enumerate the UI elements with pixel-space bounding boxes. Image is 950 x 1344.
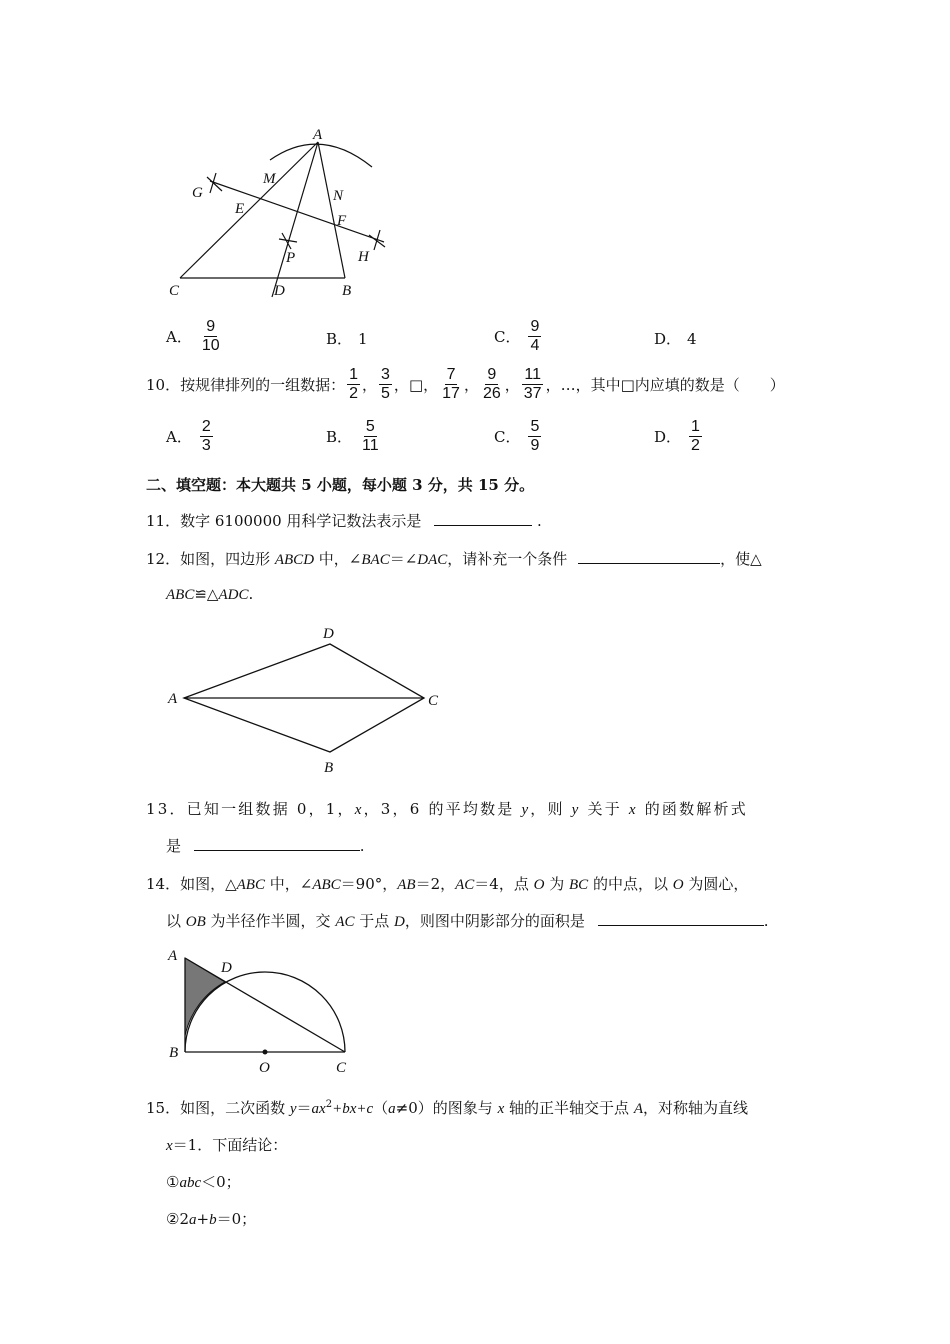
fraction: $\frac{2}{3}$ [201,418,211,454]
fig9-label-M: M [263,171,276,187]
conclusion-2: ②2a+b＝0； [166,1210,257,1228]
fig14-label-C: C [336,1060,347,1076]
q9-option-a: A． $\frac{9}{10}$ [166,318,220,354]
question-13-line2: 是 . [166,837,365,855]
center-point-o [263,1050,268,1055]
fraction: $\frac{9}{10}$ [201,318,220,354]
fraction: $\frac{5}{9}$ [530,418,540,454]
answer-blank[interactable] [194,836,360,851]
q9-option-d: D． 4 [654,329,697,348]
fraction: $\frac{1}{2}$ [691,418,700,454]
fig9-label-N: N [333,188,344,204]
fig9-label-B: B [342,283,352,299]
fraction: $\frac{11}{37}$ [523,366,542,402]
conclusion-1: ①abc＜0； [166,1173,241,1191]
q9-option-b: B． 1 [326,329,368,348]
question-13-line1: 13．已知一组数据 0，1，x，3，6 的平均数是 y，则 y 关于 x 的函数解析式 [146,800,748,818]
q10-option-b: B． $\frac{5}{11}$ [326,418,379,454]
fig12-label-A: A [168,691,178,707]
answer-blank[interactable] [434,511,532,526]
fraction: $\frac{3}{5}$ [381,366,390,402]
fraction: $\frac{9}{26}$ [482,366,501,402]
q9-option-c: C． $\frac{9}{4}$ [494,318,540,354]
blank-box: □ [408,375,424,394]
question-12-line1: 12．如图，四边形 ABCD 中，∠BAC＝∠DAC，请补充一个条件 ，使△ [146,550,762,568]
fig9-label-E: E [235,201,245,217]
question-14-line2: 以 OB 为半径作半圆，交 AC 于点 D，则图中阴影部分的面积是 . [166,912,769,930]
fraction: $\frac{5}{11}$ [362,418,379,454]
answer-blank[interactable] [578,549,720,564]
fig14-label-O: O [259,1060,270,1076]
q10-option-a: A． $\frac{2}{3}$ [166,418,211,454]
question-11: 11．数字 6100000 用科学记数法表示是 . [146,512,542,530]
fig9-label-C: C [169,283,180,299]
question-15-line1: 15．如图，二次函数 $y=ax^2+bx+c(a\ne 0)$的图象与 x 轴的正半轴交于点 A，对称轴为直线 [146,1099,749,1117]
fig9-label-D: D [274,283,285,299]
q10-option-d: D． $\frac{1}{2}$ [654,418,700,454]
question-14-line1: 14．如图，△ABC 中，∠ABC＝90°，AB＝2，AC＝4，点 O 为 BC 的中点，以 O 为圆心， [146,875,749,893]
section-2-heading: 二、填空题：本大题共 5 小题，每小题 3 分，共 15 分。 [146,476,535,494]
fig14-label-A: A [168,948,178,964]
fraction: $\frac{9}{4}$ [530,318,540,354]
question-12-line2: ABC≌△ADC. [166,585,254,603]
fig14-label-B: B [169,1045,179,1061]
fraction: $\frac{1}{2}$ [349,366,358,402]
q10-option-c: C． $\frac{5}{9}$ [494,418,540,454]
fraction: $\frac{7}{17}$ [442,366,460,402]
figure-q12 [160,622,460,782]
fig9-label-P: P [286,250,296,266]
question-10: 10．按规律排列的一组数据： $\frac{1}{2}$ ， $\frac{3}{5}$ ， □ ， $\frac{7}{17}$ ， $\frac{9}{26}$ ， $\frac{11}{37}$ ，…，其中□内应填的数是（ ） [146,366,785,402]
figure-q9 [160,125,400,305]
fig9-label-G: G [192,185,203,201]
fig12-label-B: B [324,760,334,776]
question-15-line2: x＝1．下面结论： [166,1136,288,1154]
figure-q14 [160,944,360,1079]
fig14-label-D: D [221,960,232,976]
answer-blank[interactable] [598,911,764,926]
fig9-label-A: A [313,127,323,143]
fig12-label-C: C [428,693,439,709]
fig12-label-D: D [323,626,334,642]
fig9-label-H: H [358,249,369,265]
fig9-label-F: F [337,213,347,229]
